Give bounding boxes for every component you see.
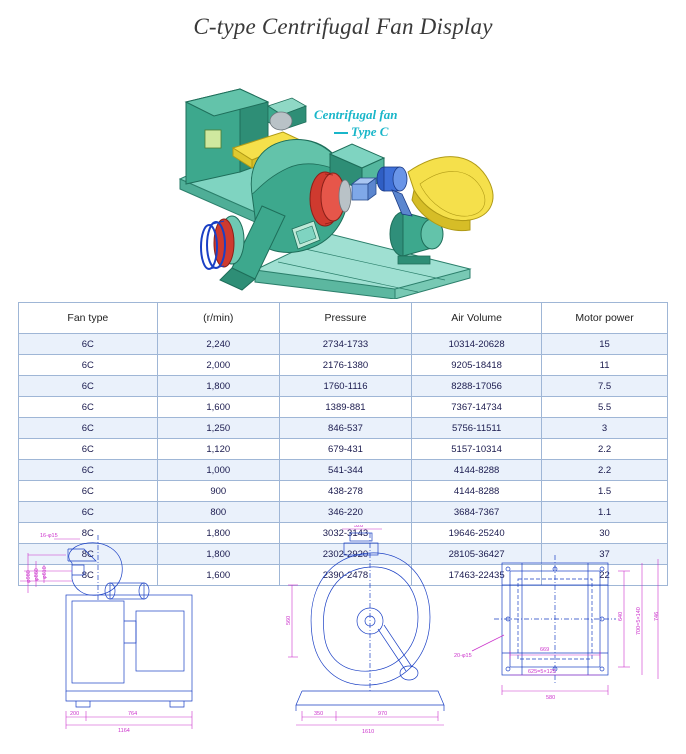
cell-air-volume: 9205-18418 xyxy=(412,355,542,376)
cell-fan-type: 6C xyxy=(19,481,158,502)
cell-air-volume: 5756-11511 xyxy=(412,418,542,439)
page-title: C-type Centrifugal Fan Display xyxy=(193,14,493,39)
dim-top: 528 xyxy=(354,525,364,529)
cell-rpm: 1,600 xyxy=(157,397,279,418)
cell-pressure: 3032-3143 xyxy=(279,523,411,544)
table-row xyxy=(19,397,668,418)
drawing-right-dimension-labels xyxy=(454,607,660,701)
cell-fan-type: 6C xyxy=(19,334,158,355)
cell-air-volume: 10314-20628 xyxy=(412,334,542,355)
table-row xyxy=(19,481,668,502)
dim-holes: 20-φ15 xyxy=(454,653,472,659)
column-header-motor-power: Motor power xyxy=(542,303,668,334)
dim-total: 1610 xyxy=(362,729,375,735)
cell-rpm: 1,800 xyxy=(157,376,279,397)
table-row xyxy=(19,439,668,460)
cell-rpm: 900 xyxy=(157,481,279,502)
cell-pressure: 346-220 xyxy=(279,502,411,523)
cell-pressure: 2302-2920 xyxy=(279,544,411,565)
cell-air-volume: 19646-25240 xyxy=(412,523,542,544)
cell-pressure: 2176-1380 xyxy=(279,355,411,376)
dim-w1: 200 xyxy=(70,711,80,717)
cell-pressure: 1760-1116 xyxy=(279,376,411,397)
cell-motor-power: 11 xyxy=(542,355,668,376)
cell-air-volume: 17463-22435 xyxy=(412,565,542,586)
hero-label xyxy=(314,106,397,140)
dim-b2: 970 xyxy=(378,711,388,717)
dim-holes: 16-φ15 xyxy=(40,533,58,539)
column-header-fan-type: Fan type xyxy=(19,303,158,334)
cell-pressure: 2734-1733 xyxy=(279,334,411,355)
technical-drawings xyxy=(0,525,686,750)
cell-motor-power: 30 xyxy=(542,523,668,544)
drawing-side-elevation xyxy=(10,525,260,750)
cell-rpm: 2,000 xyxy=(157,355,279,376)
cell-air-volume: 3684-7367 xyxy=(412,502,542,523)
drawing-front-elevation xyxy=(278,525,458,750)
dim-left: 560 xyxy=(286,615,292,625)
table-header-row xyxy=(19,303,668,334)
cell-motor-power: 7.5 xyxy=(542,376,668,397)
hero-label-line1: Centrifugal fan xyxy=(314,107,398,122)
column-header-pressure: Pressure xyxy=(279,303,411,334)
cell-fan-type: 6C xyxy=(19,418,158,439)
cell-motor-power: 37 xyxy=(542,544,668,565)
cell-rpm: 1,800 xyxy=(157,544,279,565)
cell-air-volume: 7367-14734 xyxy=(412,397,542,418)
dim-bottom: 580 xyxy=(546,695,556,701)
cell-motor-power: 1.1 xyxy=(542,502,668,523)
fan-assembly-drawing xyxy=(0,44,686,299)
cell-rpm: 1,600 xyxy=(157,565,279,586)
table-row xyxy=(19,460,668,481)
cell-fan-type: 8C xyxy=(19,523,158,544)
cell-pressure: 2390-2478 xyxy=(279,565,411,586)
hero-illustration xyxy=(0,44,686,299)
hero-label-dash xyxy=(334,132,348,134)
dim-w2: 764 xyxy=(128,711,138,717)
cell-motor-power: 5.5 xyxy=(542,397,668,418)
cell-fan-type: 6C xyxy=(19,355,158,376)
cell-fan-type: 6C xyxy=(19,502,158,523)
cell-pressure: 541-344 xyxy=(279,460,411,481)
dim-b1: 350 xyxy=(314,711,324,717)
dim-right1: 640 xyxy=(618,611,624,621)
dim-pitch: 625=5×125 xyxy=(528,669,556,675)
cell-fan-type: 6C xyxy=(19,460,158,481)
cell-motor-power: 22 xyxy=(542,565,668,586)
cell-fan-type: 8C xyxy=(19,565,158,586)
dim-d2: φ860 xyxy=(34,568,40,581)
table-row xyxy=(19,502,668,523)
cell-rpm: 1,800 xyxy=(157,523,279,544)
table-row xyxy=(19,334,668,355)
cell-motor-power: 2.2 xyxy=(542,460,668,481)
table-row xyxy=(19,376,668,397)
column-header-air-volume: Air Volume xyxy=(412,303,542,334)
cell-air-volume: 5157-10314 xyxy=(412,439,542,460)
cell-rpm: 1,000 xyxy=(157,460,279,481)
cell-air-volume: 4144-8288 xyxy=(412,460,542,481)
table-row xyxy=(19,355,668,376)
cell-pressure: 846-537 xyxy=(279,418,411,439)
cell-air-volume: 4144-8288 xyxy=(412,481,542,502)
cell-rpm: 2,240 xyxy=(157,334,279,355)
cell-motor-power: 15 xyxy=(542,334,668,355)
cell-pressure: 679-431 xyxy=(279,439,411,460)
cell-rpm: 1,250 xyxy=(157,418,279,439)
column-header-rpm: (r/min) xyxy=(157,303,279,334)
table-row xyxy=(19,418,668,439)
dim-total: 1164 xyxy=(118,728,130,734)
dim-right2: 700=5×140 xyxy=(636,607,642,635)
cell-motor-power: 3 xyxy=(542,418,668,439)
dim-inner-width: 669 xyxy=(540,647,550,653)
cell-air-volume: 28105-36427 xyxy=(412,544,542,565)
dim-right3: 746 xyxy=(654,611,660,621)
drawing-base-plan xyxy=(452,525,682,730)
cell-air-volume: 8288-17056 xyxy=(412,376,542,397)
cell-pressure: 1389-881 xyxy=(279,397,411,418)
drawing-left-dimension-labels xyxy=(26,533,137,734)
cell-rpm: 800 xyxy=(157,502,279,523)
cell-rpm: 1,120 xyxy=(157,439,279,460)
dim-d1: φ610 xyxy=(42,566,48,579)
cell-fan-type: 6C xyxy=(19,376,158,397)
cell-fan-type: 8C xyxy=(19,544,158,565)
drawing-middle-dimension-labels xyxy=(286,525,387,735)
cell-motor-power: 2.2 xyxy=(542,439,668,460)
cell-fan-type: 6C xyxy=(19,439,158,460)
cell-fan-type: 6C xyxy=(19,397,158,418)
cell-motor-power: 1.5 xyxy=(542,481,668,502)
hero-label-line2: Type C xyxy=(351,124,389,139)
impeller-red xyxy=(310,172,351,226)
dim-d3: φ980 xyxy=(26,570,32,583)
cell-pressure: 438-278 xyxy=(279,481,411,502)
